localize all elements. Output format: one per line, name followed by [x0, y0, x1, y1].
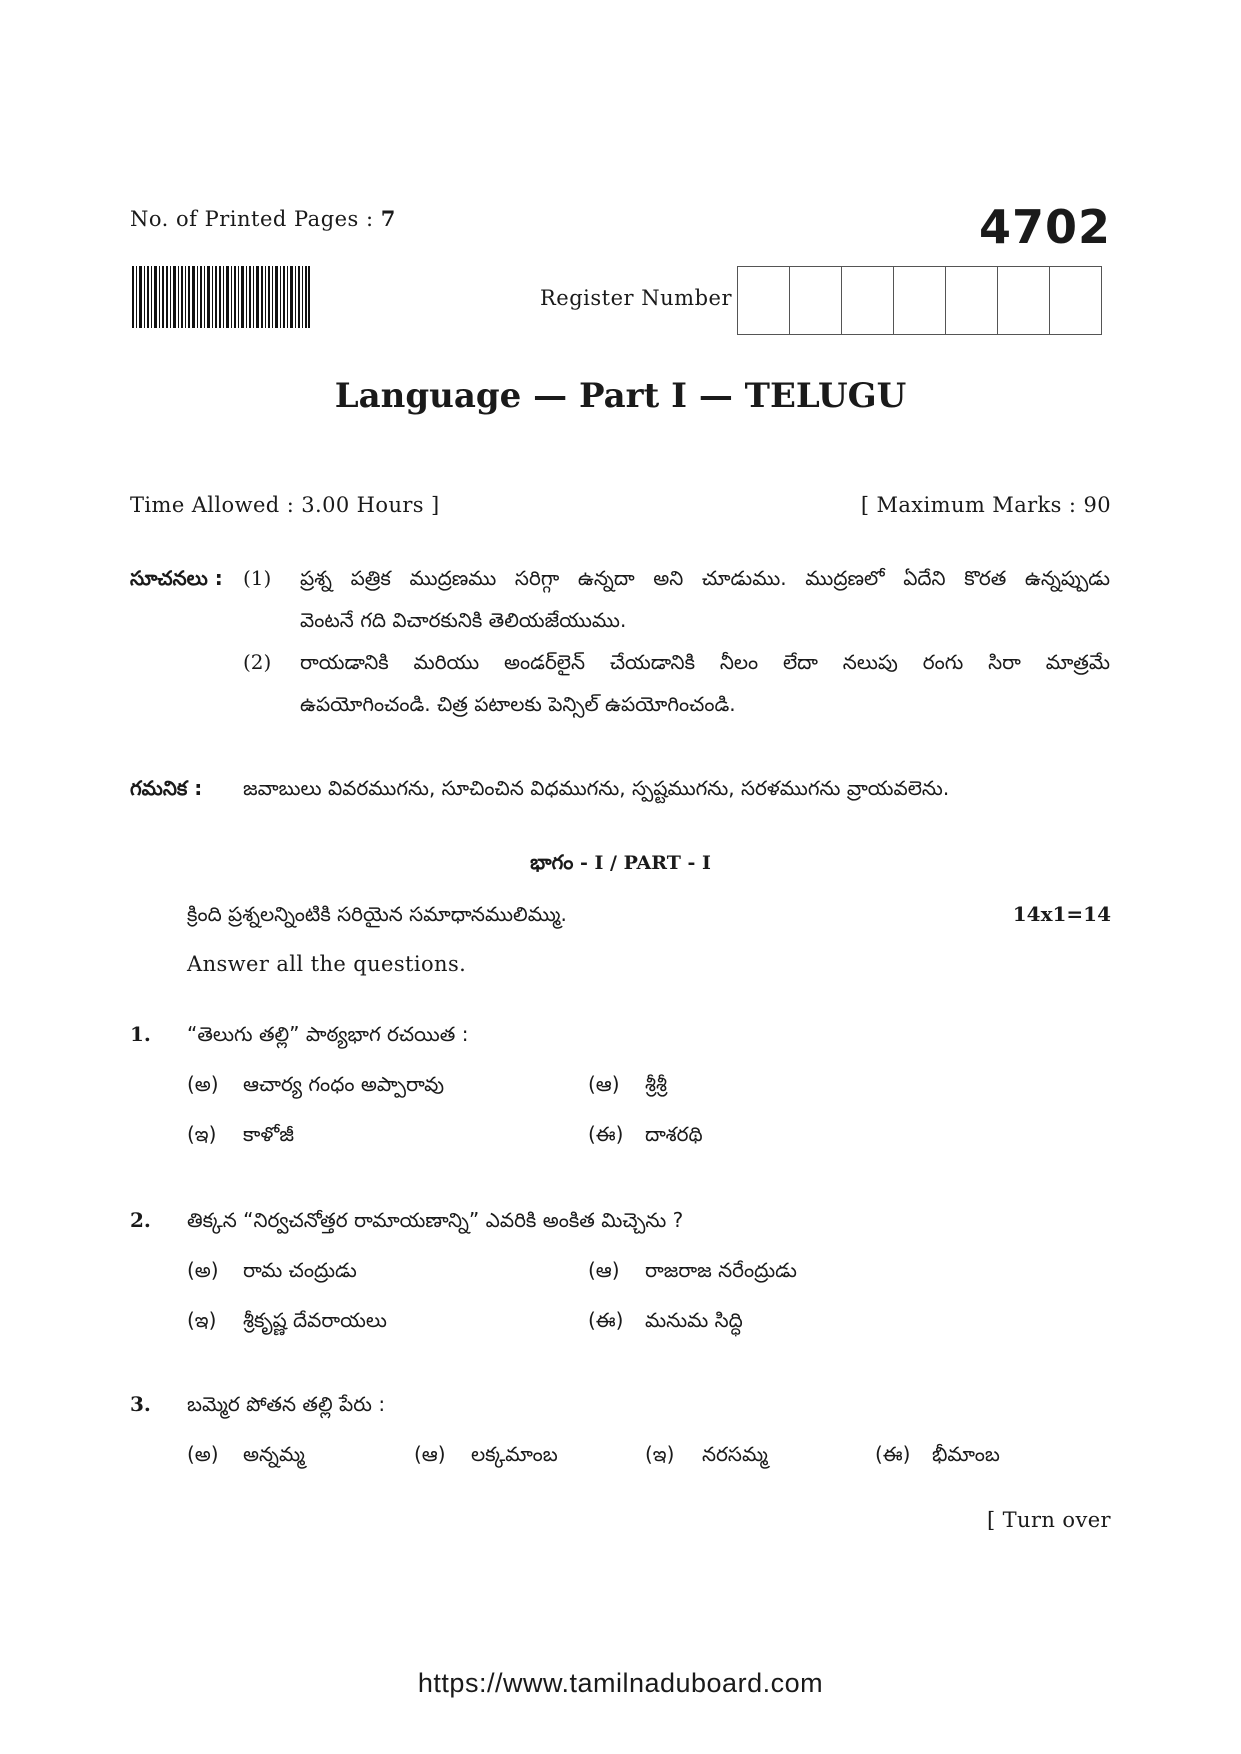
instructions-label: సూచనలు : [130, 566, 223, 590]
part-heading-latin: - I / PART - I [580, 852, 711, 874]
register-box[interactable] [946, 267, 998, 334]
option-label: (అ) [187, 1072, 219, 1096]
option-label: (ఈ) [588, 1308, 624, 1332]
section-marks: 14x1=14 [1012, 902, 1111, 926]
note-label: గమనిక : [130, 776, 203, 800]
time-allowed: Time Allowed : 3.00 Hours ] [130, 493, 440, 517]
option-label: (ఆ) [414, 1442, 446, 1466]
register-box[interactable] [1050, 267, 1101, 334]
option-label: (ఈ) [875, 1442, 911, 1466]
option-text: ఆచార్య గంధం అప్పారావు [243, 1072, 445, 1096]
paper-code: 4702 [978, 200, 1111, 254]
instruction-text: ప్రశ్న పత్రిక ముద్రణము సరిగ్గా ఉన్నదా అని చూడుము. ముద్రణలో ఏదేని కొరత ఉన్నప్పుడు [300, 566, 1110, 590]
barcode [132, 266, 310, 328]
register-box[interactable] [894, 267, 946, 334]
option-text: భీమాంబ [932, 1442, 1000, 1466]
option-text: దాశరథి [645, 1122, 703, 1146]
option-text: నరసమ్మ [702, 1442, 768, 1466]
register-box[interactable] [842, 267, 894, 334]
option-text: కాళోజీ [243, 1122, 294, 1146]
register-number-label: Register Number [540, 286, 732, 310]
instruction-number: (1) [243, 566, 272, 590]
printed-pages-label: No. of Printed Pages : [130, 207, 374, 231]
part-heading-telugu: భాగం [530, 850, 574, 874]
option-label: (ఇ) [187, 1122, 217, 1146]
question-text: బమ్మెర పోతన తల్లి పేరు : [187, 1392, 386, 1416]
register-number-boxes[interactable] [737, 266, 1102, 335]
option-text: శ్రీకృష్ణ దేవరాయలు [243, 1308, 387, 1332]
option-label: (ఇ) [645, 1442, 675, 1466]
directions-english: Answer all the questions. [187, 952, 467, 976]
register-box[interactable] [998, 267, 1050, 334]
note-text: జవాబులు వివరముగను, సూచించిన విధముగను, స్పష్టముగను, సరళముగను వ్రాయవలెను. [243, 776, 950, 800]
question-number: 2. [130, 1208, 151, 1232]
question-text: తిక్కన “నిర్వచనోత్తర రామాయణాన్ని” ఎవరికి అంకిత మిచ్చెను ? [187, 1208, 684, 1232]
option-text: రాజరాజ నరేంద్రుడు [645, 1258, 797, 1282]
option-label: (అ) [187, 1258, 219, 1282]
option-text: రామ చంద్రుడు [243, 1258, 357, 1282]
instruction-text: వెంటనే గది విచారకునికి తెలియజేయుము. [300, 608, 627, 632]
option-label: (ఇ) [187, 1308, 217, 1332]
printed-pages [130, 206, 396, 231]
directions-telugu: క్రింది ప్రశ్నలన్నింటికి సరియైన సమాధానములిమ్ము. [187, 902, 567, 926]
instruction-text: ఉపయోగించండి. చిత్ర పటాలకు పెన్సిల్ ఉపయోగించండి. [300, 692, 736, 716]
register-box[interactable] [790, 267, 842, 334]
question-text: “తెలుగు తల్లి” పాఠ్యభాగ రచయిత : [187, 1022, 469, 1046]
instruction-number: (2) [243, 650, 272, 674]
option-text: మనుమ సిద్ధి [645, 1308, 743, 1332]
question-number: 3. [130, 1392, 151, 1416]
footer-url[interactable]: https://www.tamilnaduboard.com [417, 1668, 824, 1698]
option-label: (అ) [187, 1442, 219, 1466]
register-box[interactable] [738, 267, 790, 334]
option-label: (ఈ) [588, 1122, 624, 1146]
option-text: అన్నమ్మ [243, 1442, 305, 1466]
option-text: శ్రీశ్రీ [645, 1072, 667, 1096]
maximum-marks: [ Maximum Marks : 90 [860, 493, 1111, 517]
paper-title: Language — Part I — TELUGU [334, 376, 907, 416]
option-label: (ఆ) [588, 1258, 620, 1282]
turn-over: [ Turn over [986, 1508, 1111, 1532]
instruction-text: రాయడానికి మరియు అండర్‌లైన్ చేయడానికి నీలం లేదా నలుపు రంగు సిరా మాత్రమే [300, 650, 1110, 674]
option-text: లక్కమాంబ [471, 1442, 558, 1466]
question-number: 1. [130, 1022, 151, 1046]
part-heading [0, 850, 1241, 879]
printed-pages-value: 7 [380, 206, 396, 231]
option-label: (ఆ) [588, 1072, 620, 1096]
